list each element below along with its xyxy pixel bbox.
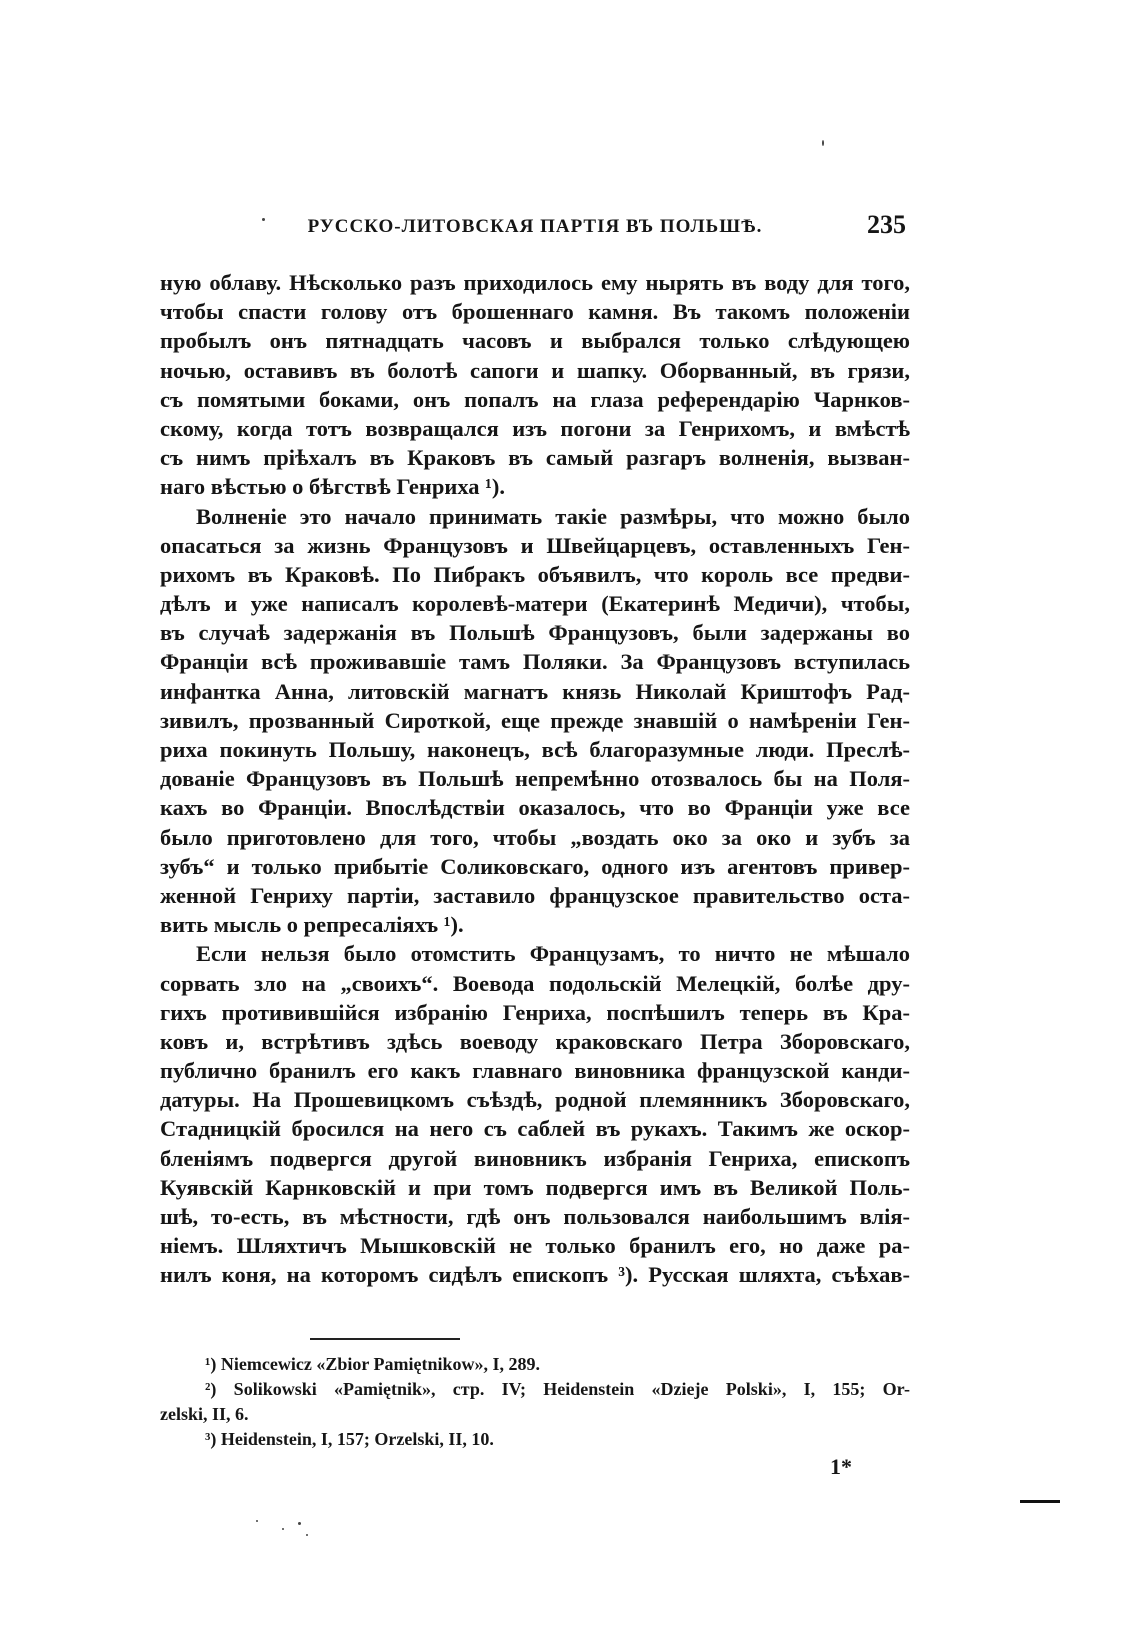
text-line: было приготовлено для того, чтобы „воздать око за око и зубъ за [160,824,910,850]
footnote-line: ¹) Niemcewicz «Zbior Pamiętnikow», I, 289. [205,1354,541,1374]
text-line: пробылъ онъ пятнадцать часовъ и выбрался только слѣдующею [160,328,910,354]
text-line: съ помятыми боками, онъ попалъ на глаза референдарію Чарнков- [160,386,910,412]
scan-speck [262,218,265,221]
text-line: публично бранилъ его какъ главнаго виновника французской канди- [160,1058,910,1084]
text-line: Волненіе это начало принимать такіе размѣры, что можно было [196,503,910,529]
text-line: датуры. На Прошевицкомъ съѣздѣ, родной племянникъ Зборовскаго, [160,1087,910,1113]
body-text [160,268,910,1290]
text-line: Если нельзя было отомстить Французамъ, то ничто не мѣшало [196,941,910,967]
text-line: скому, когда тотъ возвращался изъ погони за Генрихомъ, и вмѣстѣ [160,415,910,441]
footnote-line: ²) Solikowski «Pamiętnik», стр. IV; Heidenstein «Dzieje Polski», I, 155; Or- [205,1379,910,1399]
text-line: опасаться за жизнь Французовъ и Швейцарцевъ, оставленныхъ Ген- [160,532,910,558]
text-line: Куявскій Карнковскій и при томъ подвергся имъ въ Великой Поль- [160,1174,910,1200]
page-header [160,210,910,246]
scan-speck [298,1522,301,1525]
text-line: сорвать зло на „своихъ“. Воевода подольскій Мелецкій, болѣе дру- [160,970,910,996]
footnotes [160,1352,910,1452]
scan-speck [282,1528,284,1530]
text-line: гихъ противившійся избранію Генриха, поспѣшилъ теперь въ Кра- [160,999,910,1025]
text-line: дованіе Французовъ въ Польшѣ непремѣнно отозвалось бы на Поля- [160,766,910,792]
text-line: ную облаву. Нѣсколько разъ приходилось ему нырять въ воду для того, [160,270,910,295]
text-line: шѣ, то-есть, въ мѣстности, гдѣ онъ пользовался наибольшимъ влія- [160,1204,910,1229]
text-line: женной Генриху партіи, заставило французское правительство оста- [160,882,910,908]
text-line: ніемъ. Шляхтичъ Мышковскій не только бранилъ его, но даже ра- [160,1233,910,1259]
footnote-divider [310,1338,460,1340]
text-line: инфантка Анна, литовскій магнатъ князь Николай Криштофъ Рад- [160,678,910,704]
text-line: бленіямъ подвергся другой виновникъ избранія Генриха, епископъ [160,1145,910,1171]
printer-signature-mark: 1* [830,1454,852,1479]
text-line: наго вѣстью о бѣгствѣ Генриха ¹). [160,474,506,500]
running-title: РУССКО-ЛИТОВСКАЯ ПАРТІЯ ВЪ ПОЛЬШѢ. [307,216,763,237]
footnote-line: zelski, II, 6. [160,1404,249,1424]
text-line: дѣлъ и уже написалъ королевѣ-матери (Екатеринѣ Медичи), чтобы, [160,591,910,617]
scan-speck [822,140,824,146]
text-line: риха покинуть Польшу, наконецъ, всѣ благоразумные люди. Преслѣ- [160,737,910,762]
text-line: ночью, оставивъ въ болотѣ сапоги и шапку. Оборванный, въ грязи, [160,357,910,383]
edge-scan-mark [1020,1500,1060,1503]
text-line: Стадницкій бросился на него съ саблей въ рукахъ. Такимъ же оскор- [160,1116,910,1142]
text-line: съ нимъ пріѣхалъ въ Краковъ въ самый разгаръ волненія, вызван- [160,445,910,471]
text-line: ковъ и, встрѣтивъ здѣсь воеводу краковскаго Петра Зборовскаго, [160,1028,910,1054]
text-line: въ случаѣ задержанія въ Польшѣ Французовъ, были задержаны во [160,620,910,646]
scan-speck [306,1534,308,1536]
text-line: чтобы спасти голову отъ брошеннаго камня. Въ такомъ положеніи [160,299,910,325]
text-line: Франціи всѣ проживавшіе тамъ Поляки. За Французовъ вступилась [160,649,910,675]
text-line: кахъ во Франціи. Впослѣдствіи оказалось, что во Франціи уже все [160,795,910,821]
scan-speck [256,1520,258,1522]
footnote-line: ³) Heidenstein, I, 157; Orzelski, II, 10. [205,1429,494,1449]
text-line: зивилъ, прозванный Сироткой, еще прежде знавшій о намѣреніи Ген- [160,707,910,733]
text-line: зубъ“ и только прибытіе Соликовскаго, одного изъ агентовъ привер- [160,853,910,879]
text-line: нилъ коня, на которомъ сидѣлъ епископъ ³). Русская шляхта, съѣхав- [160,1262,910,1288]
text-line: вить мысль о репресаліяхъ ¹). [160,912,464,938]
text-line: рихомъ въ Краковѣ. По Пибракъ объявилъ, что король все предви- [160,561,910,587]
page-number: 235 [867,210,906,239]
